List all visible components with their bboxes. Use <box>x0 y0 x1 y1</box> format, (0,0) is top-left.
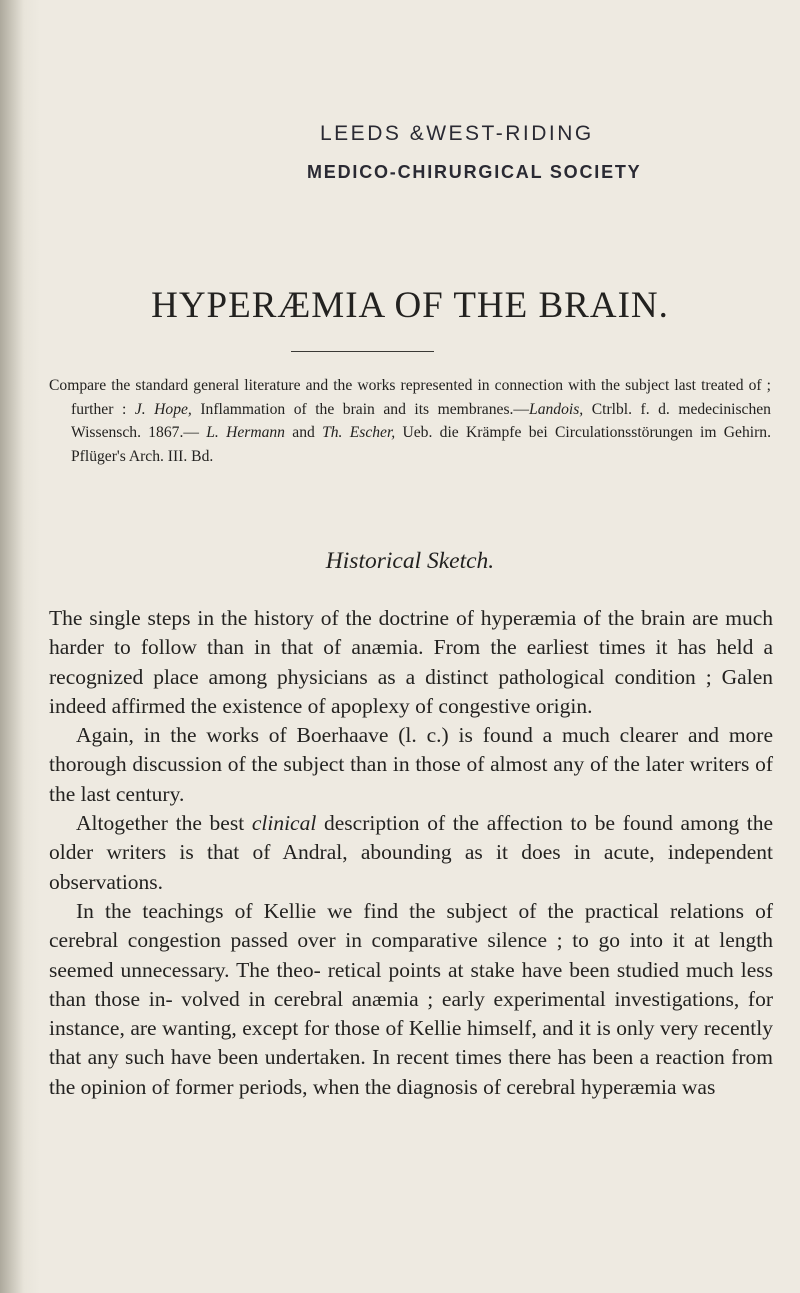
chapter-title: HYPERÆMIA OF THE BRAIN. <box>151 285 669 326</box>
note-text-4: and <box>284 424 323 441</box>
note-text-1: Compare the standard general literature and the works represented in connection with the subject last treated of ; further : <box>49 377 771 418</box>
paragraph-3-text-a: Altogether the best <box>76 811 252 836</box>
page-gutter-shadow <box>0 0 40 1293</box>
paragraph-3 <box>49 809 773 897</box>
note-text-3: Ctrlbl. f. d. medecinischen Wissensch. 1867.— <box>71 400 771 441</box>
paragraph-1: The single steps in the history of the doctrine of hyperæmia of the brain are much harder to follow than in that of anæmia. From the earliest times it has held a recognized place among physicians as a distinct pathological condition ; Galen indeed affirmed the existence of apoplexy of congestive origin. <box>49 606 773 718</box>
paragraph-3-text-c: description of the affection to be found among the older writers is that of Andral, abounding as it does in acute, independent observations. <box>49 811 774 894</box>
paragraph-3-emphasis: clinical <box>251 811 317 836</box>
body-text <box>49 604 773 1102</box>
note-author-hope: J. Hope, <box>134 400 192 418</box>
title-divider <box>291 351 434 352</box>
paragraph-4: In the teachings of Kellie we find the subject of the practical relations of cerebral congestion passed over in comparative silence ; to go into it at length seemed unnecessary. The theo- retical points at stake have been studied much less than those in- volved in cerebral anæmia ; early experimental investigations, for instance, are wanting, except for those of Kellie himself, and it is only very recently that any such have been undertaken. In recent times there has been a reaction from the opinion of former periods, when the diagnosis of cerebral hyperæmia was <box>49 898 773 1099</box>
note-text-5: Ueb. die Krämpfe bei Circulationsstörungen im Gehirn. Pflüger's Arch. III. Bd. <box>71 424 771 465</box>
section-heading: Historical Sketch. <box>325 548 495 574</box>
stamp-line-2: MEDICO-CHIRURGICAL SOCIETY <box>307 162 642 182</box>
note-author-escher: Th. Escher, <box>322 424 396 441</box>
note-author-landois: Landois, <box>529 400 584 418</box>
note-author-hermann: L. Hermann <box>206 424 285 441</box>
note-text-2: Inflammation of the brain and its membranes.— <box>191 400 530 418</box>
literature-note <box>49 374 771 468</box>
paragraph-2: Again, in the works of Boerhaave (l. c.) is found a much clearer and more thorough discussion of the subject than in those of almost any of the later writers of the last century. <box>49 723 773 806</box>
stamp-line-1: LEEDS &WEST-RIDING <box>320 122 594 145</box>
